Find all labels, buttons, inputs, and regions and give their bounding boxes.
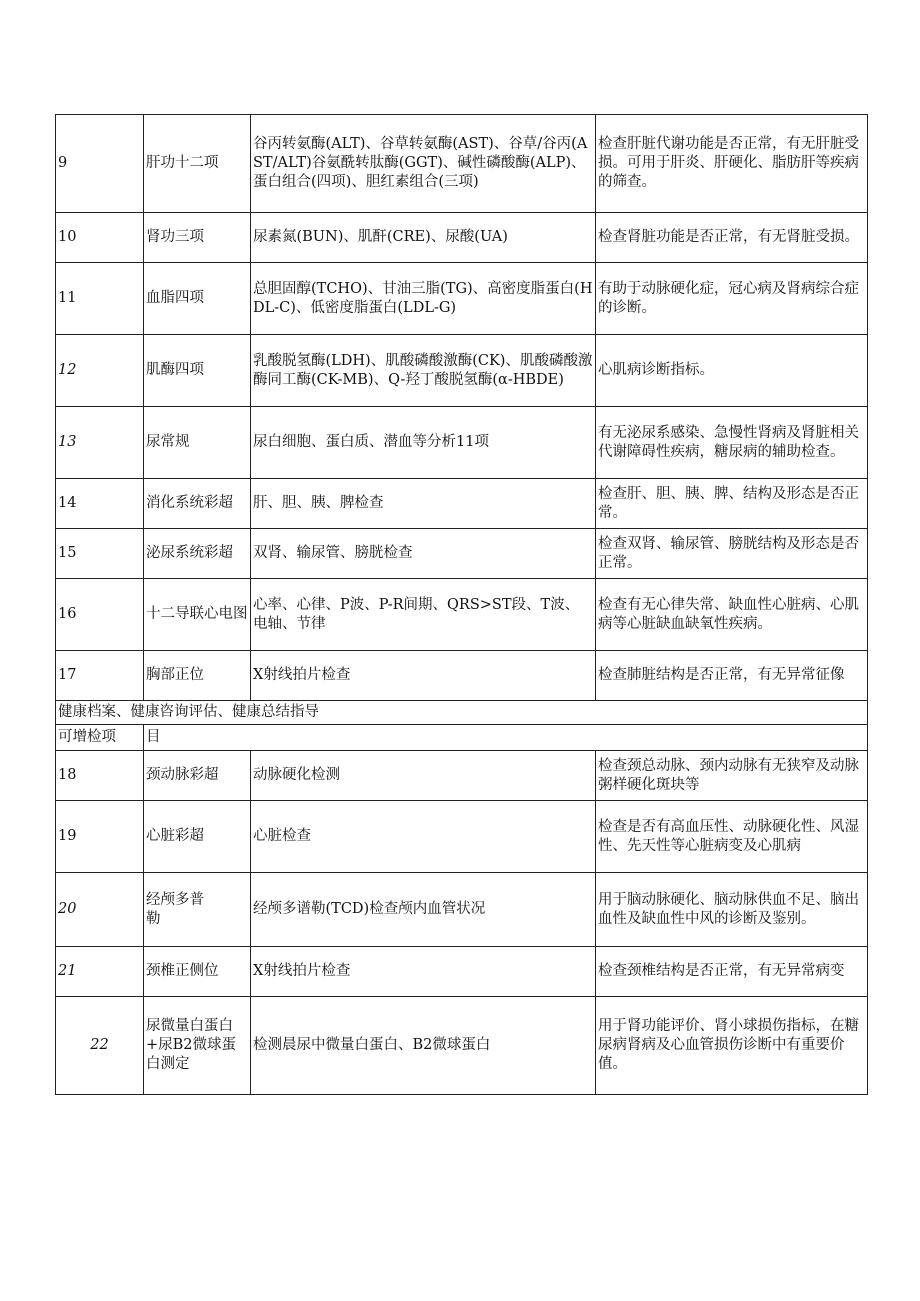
item-purpose: 有无泌尿系感染、急慢性肾病及肾脏相关代谢障碍性疾病，糖尿病的辅助检查。 [596,407,868,479]
item-name: 十二导联心电图 [144,579,251,651]
item-name: 颈动脉彩超 [144,751,251,801]
optional-items-label-tail: 目 [144,725,868,751]
item-content: 尿白细胞、蛋白质、潜血等分析11项 [251,407,596,479]
item-content: 乳酸脱氢酶(LDH)、肌酸磷酸激酶(CK)、肌酸磷酸激酶同工酶(CK-MB)、Q-羟丁酸脱氢酶(α-HBDE) [251,335,596,407]
optional-items-row [56,725,868,751]
item-purpose: 检查是否有高血压性、动脉硬化性、风湿性、先天性等心脏病变及心肌病 [596,801,868,873]
item-content: X射线拍片检查 [251,947,596,997]
item-number: 15 [56,529,144,579]
exam-items-table [55,114,868,1095]
item-purpose: 检查有无心律失常、缺血性心脏病、心肌病等心脏缺血缺氧性疾病。 [596,579,868,651]
item-name: 血脂四项 [144,263,251,335]
item-name: 肌酶四项 [144,335,251,407]
table-row [56,579,868,651]
table-row [56,873,868,947]
item-content: 检测晨尿中微量白蛋白、B2微球蛋白 [251,997,596,1095]
table-row [56,479,868,529]
table-row [56,997,868,1095]
item-purpose: 检查肝、胆、胰、脾、结构及形态是否正常。 [596,479,868,529]
table-row [56,529,868,579]
table-row [56,651,868,701]
item-purpose: 用于肾功能评价、肾小球损伤指标，在糖尿病肾病及心血管损伤诊断中有重要价值。 [596,997,868,1095]
item-content: 动脉硬化检测 [251,751,596,801]
item-number: 11 [56,263,144,335]
item-number: 21 [56,947,144,997]
item-name: 尿常规 [144,407,251,479]
health-row [56,701,868,725]
item-name: 肝功十二项 [144,115,251,213]
item-number: 9 [56,115,144,213]
item-name: 经颅多普勒 [144,873,251,947]
item-number: 16 [56,579,144,651]
table-row [56,115,868,213]
table-row [56,263,868,335]
item-content: 双肾、输尿管、膀胱检查 [251,529,596,579]
optional-items-label: 可增检项 [56,725,144,751]
item-content: 心率、心律、P波、P-R间期、QRS>ST段、T波、电轴、节律 [251,579,596,651]
item-number: 14 [56,479,144,529]
table-row [56,801,868,873]
table-row [56,751,868,801]
health-archive-text: 健康档案、健康咨询评估、健康总结指导 [56,701,868,725]
item-name: 尿微量白蛋白+尿B2微球蛋白测定 [144,997,251,1095]
item-purpose: 检查双肾、输尿管、膀胱结构及形态是否正常。 [596,529,868,579]
item-purpose: 有助于动脉硬化症，冠心病及肾病综合症的诊断。 [596,263,868,335]
item-purpose: 检查肺脏结构是否正常，有无异常征像 [596,651,868,701]
item-name: 肾功三项 [144,213,251,263]
item-content: 肝、胆、胰、脾检查 [251,479,596,529]
item-purpose: 用于脑动脉硬化、脑动脉供血不足、脑出血性及缺血性中风的诊断及鉴别。 [596,873,868,947]
item-purpose: 检查颈总动脉、颈内动脉有无狭窄及动脉粥样硬化斑块等 [596,751,868,801]
table-row [56,335,868,407]
item-purpose: 检查肝脏代谢功能是否正常，有无肝脏受损。可用于肝炎、肝硬化、脂肪肝等疾病的筛查。 [596,115,868,213]
item-name: 心脏彩超 [144,801,251,873]
item-name: 消化系统彩超 [144,479,251,529]
table-row [56,947,868,997]
item-number: 19 [56,801,144,873]
item-purpose: 检查颈椎结构是否正常，有无异常病变 [596,947,868,997]
item-content: 心脏检查 [251,801,596,873]
item-content: 经颅多谱勒(TCD)检查颅内血管状况 [251,873,596,947]
item-content: 谷丙转氨酶(ALT)、谷草转氨酶(AST)、谷草/谷丙(AST/ALT)谷氨酰转肽酶(GGT)、碱性磷酸酶(ALP)、蛋白组合(四项)、胆红素组合(三项) [251,115,596,213]
item-name: 泌尿系统彩超 [144,529,251,579]
item-name: 颈椎正侧位 [144,947,251,997]
item-number: 18 [56,751,144,801]
item-content: 总胆固醇(TCHO)、甘油三脂(TG)、高密度脂蛋白(HDL-C)、低密度脂蛋白(LDL-G) [251,263,596,335]
item-number: 22 [56,997,144,1095]
item-name: 胸部正位 [144,651,251,701]
item-number: 13 [56,407,144,479]
item-number: 10 [56,213,144,263]
table-row [56,213,868,263]
item-purpose: 检查肾脏功能是否正常，有无肾脏受损。 [596,213,868,263]
item-number: 20 [56,873,144,947]
item-number: 12 [56,335,144,407]
table-row [56,407,868,479]
item-purpose: 心肌病诊断指标。 [596,335,868,407]
item-content: X射线拍片检查 [251,651,596,701]
item-content: 尿素氮(BUN)、肌酐(CRE)、尿酸(UA) [251,213,596,263]
item-number: 17 [56,651,144,701]
